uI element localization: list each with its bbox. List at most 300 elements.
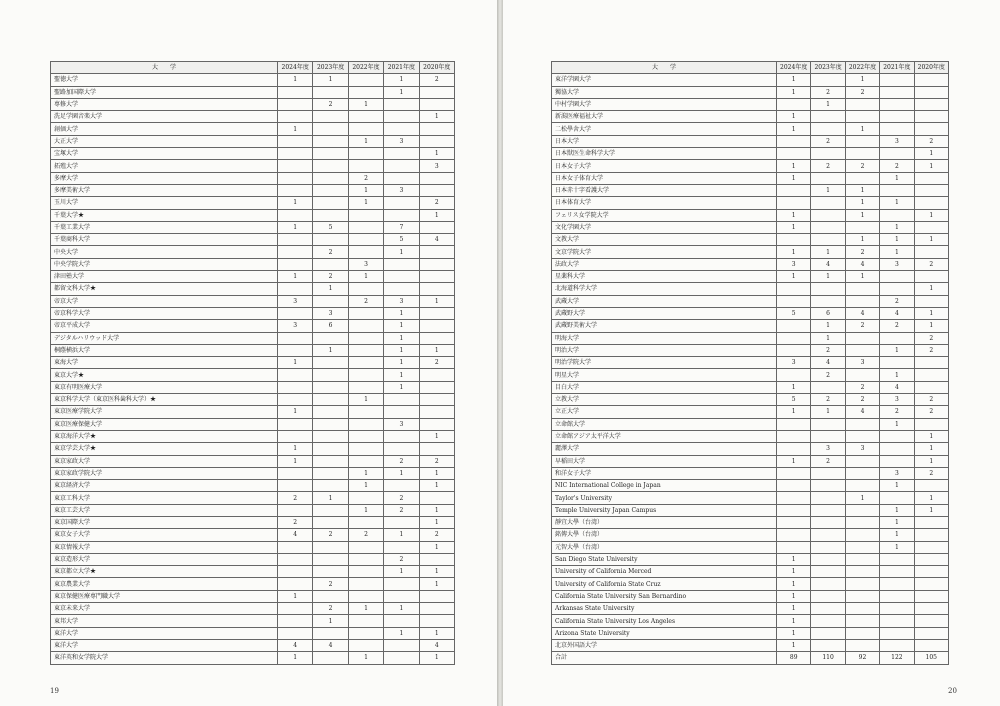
table-row <box>552 406 949 418</box>
table-row <box>552 258 949 270</box>
count-cell <box>384 111 419 123</box>
count-cell <box>278 394 313 406</box>
count-cell <box>348 639 383 651</box>
table-row <box>51 639 455 651</box>
table-row <box>51 357 455 369</box>
table-row <box>552 578 949 590</box>
count-cell <box>845 467 879 479</box>
count-cell <box>313 516 348 528</box>
count-cell: 2 <box>845 86 879 98</box>
count-cell: 2 <box>384 553 419 565</box>
count-cell <box>384 197 419 209</box>
count-cell <box>777 369 811 381</box>
count-cell <box>845 541 879 553</box>
university-name-cell: デジタルハリウッド大学 <box>51 332 278 344</box>
count-cell: 105 <box>914 652 948 664</box>
count-cell <box>914 98 948 110</box>
count-cell: 1 <box>811 271 845 283</box>
university-name-cell: 合計 <box>552 652 777 664</box>
count-cell <box>384 271 419 283</box>
count-cell: 1 <box>384 627 419 639</box>
table-row <box>552 344 949 356</box>
university-name-cell: 東京学芸大学★ <box>51 443 278 455</box>
count-cell <box>811 221 845 233</box>
count-cell: 2 <box>811 344 845 356</box>
count-cell: 4 <box>880 381 914 393</box>
count-cell: 1 <box>777 566 811 578</box>
count-cell: 1 <box>419 467 454 479</box>
count-cell <box>384 406 419 418</box>
header-2024: 2024年度 <box>278 62 313 74</box>
university-name-cell: 中央大学 <box>51 246 278 258</box>
count-cell <box>914 295 948 307</box>
count-cell <box>348 86 383 98</box>
table-row <box>51 271 455 283</box>
count-cell <box>384 148 419 160</box>
university-name-cell: 多摩大学 <box>51 172 278 184</box>
header-2020: 2020年度 <box>419 62 454 74</box>
count-cell <box>313 467 348 479</box>
count-cell <box>384 98 419 110</box>
count-cell: 1 <box>777 639 811 651</box>
count-cell <box>880 430 914 442</box>
count-cell <box>811 234 845 246</box>
count-cell <box>278 332 313 344</box>
count-cell: 3 <box>419 160 454 172</box>
table-row <box>552 332 949 344</box>
table-row <box>552 541 949 553</box>
count-cell <box>278 258 313 270</box>
count-cell: 4 <box>880 307 914 319</box>
count-cell: 5 <box>313 221 348 233</box>
university-name-cell: 東京経済大学 <box>51 480 278 492</box>
table-row <box>552 234 949 246</box>
count-cell: 2 <box>811 369 845 381</box>
university-name-cell: 和洋女子大学 <box>552 467 777 479</box>
count-cell: 1 <box>777 172 811 184</box>
table-row <box>51 111 455 123</box>
count-cell <box>278 307 313 319</box>
table-row <box>51 234 455 246</box>
count-cell <box>419 123 454 135</box>
table-row <box>552 553 949 565</box>
university-name-cell: 東京工科大学 <box>51 492 278 504</box>
table-row <box>552 246 949 258</box>
count-cell <box>419 246 454 258</box>
count-cell <box>914 357 948 369</box>
count-cell: 1 <box>777 160 811 172</box>
table-row <box>51 430 455 442</box>
count-cell <box>313 197 348 209</box>
count-cell <box>419 98 454 110</box>
count-cell: 1 <box>419 566 454 578</box>
count-cell <box>845 627 879 639</box>
count-cell <box>845 111 879 123</box>
count-cell <box>419 320 454 332</box>
count-cell: 1 <box>880 221 914 233</box>
count-cell <box>348 590 383 602</box>
table-body <box>51 74 455 664</box>
count-cell <box>880 578 914 590</box>
count-cell <box>880 209 914 221</box>
university-name-cell: 桐蔭横浜大学 <box>51 344 278 356</box>
university-name-cell: University of California Merced <box>552 566 777 578</box>
count-cell <box>777 135 811 147</box>
count-cell <box>880 566 914 578</box>
count-cell <box>348 418 383 430</box>
count-cell <box>278 566 313 578</box>
university-name-cell: 玉川大学 <box>51 197 278 209</box>
header-row <box>552 62 949 74</box>
table-row <box>51 652 455 664</box>
count-cell: 1 <box>384 529 419 541</box>
university-name-cell: 千葉商科大学 <box>51 234 278 246</box>
count-cell: 1 <box>914 209 948 221</box>
count-cell: 3 <box>880 467 914 479</box>
count-cell <box>811 467 845 479</box>
table-row <box>51 172 455 184</box>
count-cell: 1 <box>419 111 454 123</box>
count-cell: 1 <box>278 271 313 283</box>
count-cell: 1 <box>278 357 313 369</box>
count-cell: 1 <box>777 553 811 565</box>
count-cell <box>384 160 419 172</box>
count-cell: 1 <box>384 381 419 393</box>
count-cell <box>914 246 948 258</box>
table-row <box>51 246 455 258</box>
count-cell: 4 <box>278 639 313 651</box>
table-row <box>51 394 455 406</box>
university-name-cell: 千葉工業大学 <box>51 221 278 233</box>
count-cell: 1 <box>777 578 811 590</box>
count-cell <box>384 209 419 221</box>
count-cell: 1 <box>845 492 879 504</box>
university-name-cell: 東京医療学院大学 <box>51 406 278 418</box>
count-cell <box>419 369 454 381</box>
university-name-cell: 東洋大学 <box>51 639 278 651</box>
university-name-cell: 東洋学園大学 <box>552 74 777 86</box>
count-cell <box>914 381 948 393</box>
count-cell <box>313 455 348 467</box>
table-row <box>51 320 455 332</box>
university-name-cell: 文教大学 <box>552 234 777 246</box>
count-cell <box>811 578 845 590</box>
count-cell <box>419 172 454 184</box>
count-cell <box>278 578 313 590</box>
table-row <box>51 553 455 565</box>
count-cell <box>845 590 879 602</box>
university-name-cell: 多摩美術大学 <box>51 184 278 196</box>
table-row <box>51 160 455 172</box>
table-row <box>51 221 455 233</box>
count-cell <box>811 566 845 578</box>
table-row <box>552 86 949 98</box>
count-cell <box>880 590 914 602</box>
count-cell <box>811 283 845 295</box>
university-name-cell: 東京国際大学 <box>51 516 278 528</box>
count-cell <box>811 197 845 209</box>
table-row <box>552 652 949 664</box>
table-row <box>552 590 949 602</box>
university-name-cell: 東京大学★ <box>51 369 278 381</box>
count-cell: 1 <box>777 221 811 233</box>
count-cell: 2 <box>811 455 845 467</box>
count-cell: 1 <box>914 234 948 246</box>
table-row <box>552 566 949 578</box>
count-cell: 2 <box>811 394 845 406</box>
count-cell: 110 <box>811 652 845 664</box>
count-cell <box>278 160 313 172</box>
count-cell: 1 <box>777 246 811 258</box>
count-cell <box>419 603 454 615</box>
count-cell: 1 <box>811 184 845 196</box>
count-cell <box>811 418 845 430</box>
count-cell <box>811 529 845 541</box>
count-cell: 1 <box>384 74 419 86</box>
count-cell: 1 <box>419 541 454 553</box>
university-name-cell: 中村学園大学 <box>552 98 777 110</box>
count-cell <box>845 553 879 565</box>
count-cell: 1 <box>811 332 845 344</box>
count-cell <box>777 344 811 356</box>
university-name-cell: 明星大学 <box>552 369 777 381</box>
count-cell: 1 <box>313 492 348 504</box>
header-university: 大 学 <box>552 62 777 74</box>
count-cell <box>278 480 313 492</box>
count-cell <box>845 148 879 160</box>
count-cell: 1 <box>384 246 419 258</box>
count-cell: 1 <box>777 406 811 418</box>
count-cell <box>278 467 313 479</box>
university-name-cell: 津田塾大学 <box>51 271 278 283</box>
count-cell: 2 <box>419 529 454 541</box>
count-cell <box>845 430 879 442</box>
table-row <box>51 529 455 541</box>
count-cell <box>845 369 879 381</box>
count-cell <box>278 603 313 615</box>
count-cell: 1 <box>278 443 313 455</box>
count-cell: 2 <box>384 492 419 504</box>
count-cell: 1 <box>419 148 454 160</box>
count-cell <box>914 603 948 615</box>
table-row <box>552 480 949 492</box>
count-cell <box>419 443 454 455</box>
count-cell: 3 <box>384 184 419 196</box>
count-cell <box>313 172 348 184</box>
count-cell: 5 <box>777 307 811 319</box>
count-cell <box>914 627 948 639</box>
count-cell <box>313 443 348 455</box>
count-cell <box>419 418 454 430</box>
count-cell <box>811 295 845 307</box>
count-cell <box>348 516 383 528</box>
count-cell <box>845 639 879 651</box>
count-cell <box>278 504 313 516</box>
table-row <box>51 184 455 196</box>
count-cell <box>348 246 383 258</box>
university-name-cell: 日本女子大学 <box>552 160 777 172</box>
count-cell <box>914 418 948 430</box>
count-cell <box>278 344 313 356</box>
count-cell <box>914 553 948 565</box>
count-cell: 3 <box>845 357 879 369</box>
count-cell: 1 <box>348 98 383 110</box>
table-row <box>51 74 455 86</box>
count-cell: 1 <box>278 406 313 418</box>
table-row <box>51 123 455 135</box>
count-cell: 2 <box>845 160 879 172</box>
university-name-cell: 東京医療保健大学 <box>51 418 278 430</box>
table-row <box>552 172 949 184</box>
count-cell: 1 <box>419 627 454 639</box>
university-name-cell: 中央学院大学 <box>51 258 278 270</box>
count-cell: 2 <box>845 394 879 406</box>
university-name-cell: 立正大学 <box>552 406 777 418</box>
count-cell: 1 <box>419 344 454 356</box>
university-name-cell: 明治学院大学 <box>552 357 777 369</box>
count-cell: 2 <box>845 246 879 258</box>
count-cell <box>348 332 383 344</box>
count-cell <box>384 615 419 627</box>
count-cell: 2 <box>914 332 948 344</box>
count-cell <box>880 123 914 135</box>
university-name-cell: California State University San Bernardino <box>552 590 777 602</box>
count-cell <box>278 135 313 147</box>
count-cell <box>419 135 454 147</box>
count-cell <box>384 639 419 651</box>
count-cell <box>811 430 845 442</box>
count-cell <box>914 541 948 553</box>
count-cell: 2 <box>313 603 348 615</box>
university-name-cell: University of California State Cruz <box>552 578 777 590</box>
count-cell: 1 <box>419 504 454 516</box>
count-cell: 2 <box>845 320 879 332</box>
count-cell: 1 <box>845 184 879 196</box>
count-cell <box>348 160 383 172</box>
count-cell: 2 <box>914 467 948 479</box>
count-cell: 2 <box>419 74 454 86</box>
university-name-cell: 明治大学 <box>552 344 777 356</box>
table-row <box>552 639 949 651</box>
count-cell: 3 <box>384 135 419 147</box>
table-row <box>552 615 949 627</box>
university-name-cell: フェリス女学院大学 <box>552 209 777 221</box>
count-cell <box>313 295 348 307</box>
count-cell <box>777 418 811 430</box>
count-cell: 1 <box>313 615 348 627</box>
count-cell: 2 <box>811 160 845 172</box>
count-cell: 1 <box>384 86 419 98</box>
count-cell <box>313 541 348 553</box>
count-cell <box>811 74 845 86</box>
table-row <box>51 480 455 492</box>
count-cell <box>348 381 383 393</box>
count-cell <box>811 590 845 602</box>
university-name-cell: 東京科学大学（東京医科歯科大学）★ <box>51 394 278 406</box>
count-cell <box>880 639 914 651</box>
count-cell: 1 <box>278 652 313 664</box>
count-cell <box>845 516 879 528</box>
count-cell <box>811 639 845 651</box>
count-cell <box>845 455 879 467</box>
table-row <box>51 467 455 479</box>
count-cell <box>845 221 879 233</box>
count-cell <box>384 516 419 528</box>
count-cell: 89 <box>777 652 811 664</box>
count-cell: 1 <box>419 295 454 307</box>
university-name-cell: 東京造形大学 <box>51 553 278 565</box>
table-row <box>51 283 455 295</box>
university-name-cell: 東洋大学 <box>51 627 278 639</box>
university-table-right <box>551 61 949 665</box>
count-cell <box>777 430 811 442</box>
count-cell: 1 <box>384 307 419 319</box>
count-cell <box>384 172 419 184</box>
count-cell: 7 <box>384 221 419 233</box>
table-row <box>552 430 949 442</box>
count-cell <box>419 307 454 319</box>
table-row <box>51 418 455 430</box>
count-cell <box>811 172 845 184</box>
table-row <box>552 529 949 541</box>
count-cell <box>811 209 845 221</box>
count-cell <box>914 516 948 528</box>
count-cell: 1 <box>880 246 914 258</box>
count-cell <box>313 184 348 196</box>
count-cell <box>419 615 454 627</box>
university-name-cell: 聖徳大学 <box>51 74 278 86</box>
count-cell: 1 <box>278 590 313 602</box>
count-cell <box>348 443 383 455</box>
table-row <box>552 603 949 615</box>
table-row <box>51 627 455 639</box>
count-cell <box>278 98 313 110</box>
count-cell <box>777 234 811 246</box>
table-row <box>552 455 949 467</box>
count-cell <box>419 258 454 270</box>
count-cell <box>914 86 948 98</box>
table-row <box>51 590 455 602</box>
count-cell <box>313 369 348 381</box>
count-cell <box>880 111 914 123</box>
count-cell <box>384 283 419 295</box>
count-cell: 1 <box>278 74 313 86</box>
university-name-cell: 武蔵大学 <box>552 295 777 307</box>
count-cell: 4 <box>845 258 879 270</box>
count-cell <box>348 209 383 221</box>
count-cell <box>313 234 348 246</box>
count-cell <box>348 74 383 86</box>
count-cell <box>348 566 383 578</box>
count-cell <box>845 172 879 184</box>
count-cell <box>880 148 914 160</box>
count-cell <box>880 271 914 283</box>
university-name-cell: 東京家政大学 <box>51 455 278 467</box>
university-name-cell: 日本赤十字看護大学 <box>552 184 777 196</box>
table-row <box>552 467 949 479</box>
count-cell: 1 <box>419 516 454 528</box>
count-cell: 1 <box>914 430 948 442</box>
count-cell: 1 <box>384 566 419 578</box>
count-cell: 1 <box>880 529 914 541</box>
count-cell: 3 <box>880 135 914 147</box>
count-cell: 2 <box>313 246 348 258</box>
count-cell <box>384 258 419 270</box>
header-2023: 2023年度 <box>811 62 845 74</box>
count-cell: 1 <box>845 271 879 283</box>
count-cell <box>777 529 811 541</box>
count-cell: 1 <box>845 123 879 135</box>
